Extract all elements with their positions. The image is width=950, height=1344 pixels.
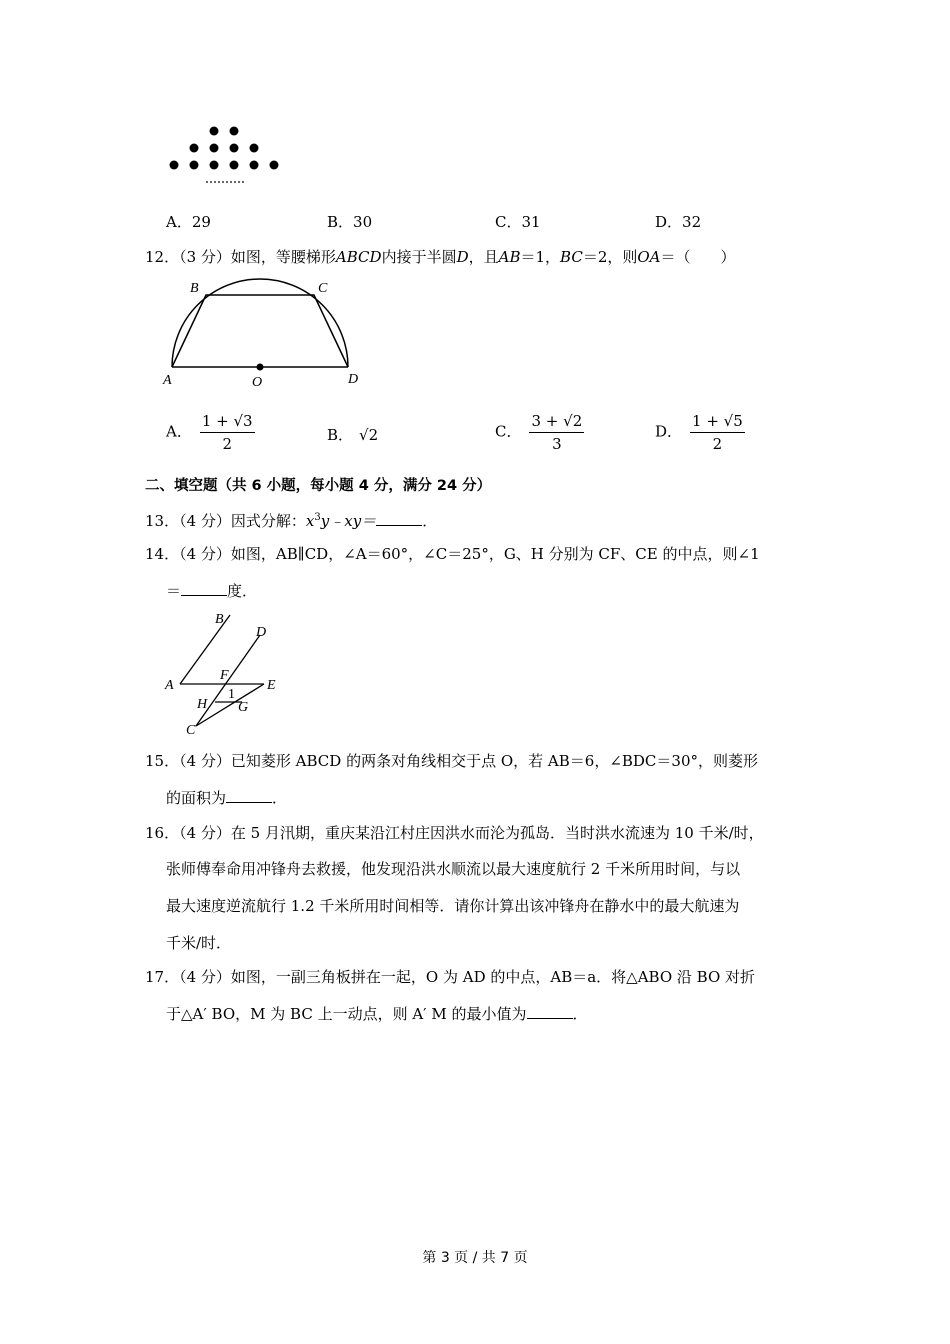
label-angle-1: 1 — [228, 687, 235, 702]
q12-stem: 12．（3 分）如图，等腰梯形ABCD内接于半圆D，且AB＝1，BC＝2，则OA＝（ ） — [145, 248, 736, 266]
q17-line1: 17．（4 分）如图，一副三角板拼在一起，O 为 AD 的中点，AB＝a．将△ABO 沿 BO 对折 — [145, 968, 756, 986]
label-c: C — [186, 723, 196, 738]
label-d: D — [256, 625, 267, 640]
q12-option-d: D． $\frac{1 + √5}{2}$ — [655, 412, 743, 453]
dot-pattern-figure — [160, 118, 290, 190]
q12-option-b: B． √2 — [327, 426, 379, 444]
page-footer: 第 3 页 / 共 7 页 — [422, 1250, 528, 1266]
label-c: C — [318, 281, 328, 296]
label-e: E — [267, 678, 276, 693]
label-b: B — [190, 281, 199, 296]
section-2-heading: 二、填空题（共 6 小题，每小题 4 分，满分 24 分） — [145, 478, 492, 494]
q14-line1: 14．（4 分）如图，AB∥CD，∠A＝60°，∠C＝25°，G、H 分别为 CF、CE 的中点，则∠1 — [145, 545, 760, 563]
label-f: F — [220, 668, 229, 683]
q12-option-a: A． $\frac{1 + √3}{2}$ — [166, 412, 253, 453]
label-d: D — [348, 372, 359, 387]
label-g: G — [238, 700, 249, 715]
q11-option-a: A．29 — [166, 213, 211, 231]
label-h: H — [197, 697, 208, 712]
label-o: O — [252, 375, 263, 390]
q11-option-d: D．32 — [655, 213, 702, 231]
q15-line1: 15．（4 分）已知菱形 ABCD 的两条对角线相交于点 O，若 AB＝6，∠BDC＝30°，则菱形 — [145, 752, 758, 770]
q11-option-c: C．31 — [495, 213, 541, 231]
q13: 13．（4 分）因式分解：$x^3y﹣xy=$ ． — [145, 512, 438, 530]
q17-line2: 于△A′ BO，M 为 BC 上一动点，则 A′ M 的最小值为 ． — [166, 1005, 588, 1023]
q16-line2: 张师傅奉命用冲锋舟去救援，他发现沿洪水顺流以最大速度航行 2 千米所用时间，与以 — [166, 860, 741, 878]
label-a: A — [165, 678, 174, 693]
label-a: A — [163, 373, 172, 388]
label-b: B — [215, 612, 224, 627]
q15-line2: 的面积为 ． — [166, 789, 288, 807]
semicircle-trapezoid-figure — [160, 272, 370, 394]
q12-option-c: C． $\frac{3 + √2}{3}$ — [495, 412, 583, 453]
q16-line1: 16．（4 分）在 5 月汛期，重庆某沿江村庄因洪水而沦为孤岛．当时洪水流速为 10 千米/时， — [145, 824, 764, 842]
q16-line4: 千米/时． — [166, 934, 232, 952]
parallel-lines-figure — [160, 605, 290, 740]
q16-line3: 最大速度逆流航行 1.2 千米所用时间相等．请你计算出该冲锋舟在静水中的最大航速为 — [166, 897, 740, 915]
q11-option-b: B．30 — [327, 213, 373, 231]
q14-line2: ＝ 度． — [166, 582, 258, 600]
